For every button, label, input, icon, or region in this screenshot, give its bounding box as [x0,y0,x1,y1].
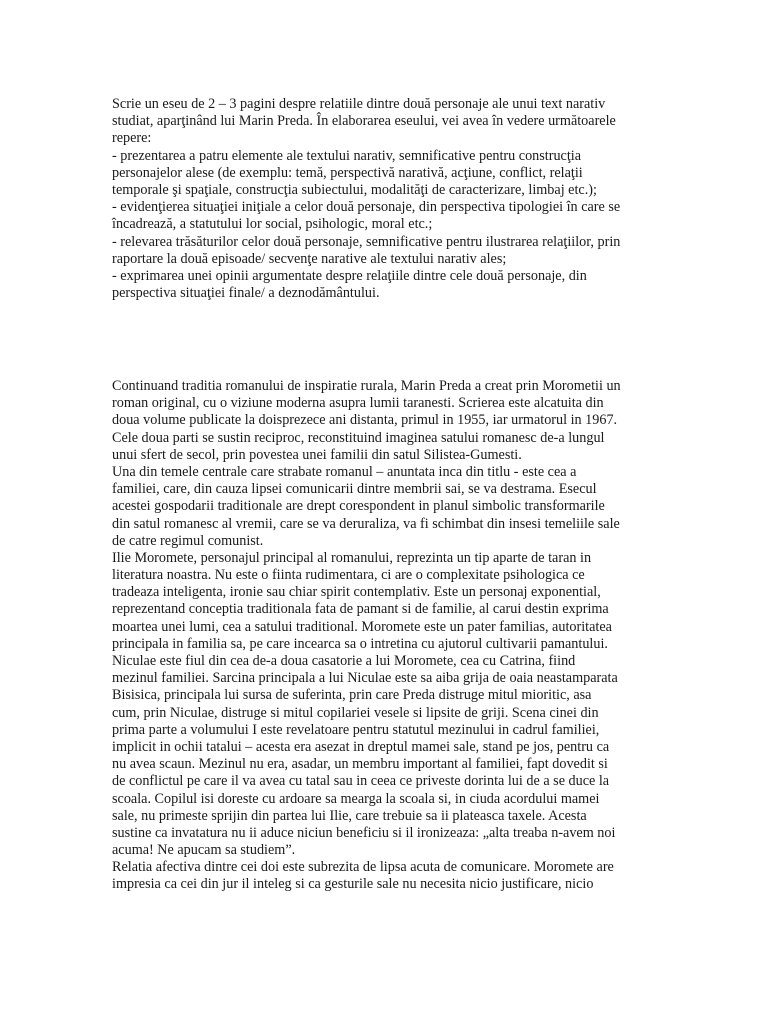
essay-line: moartea unei lumi, cea a satului traditional. Moromete este un pater familias, autoritatea [112,618,612,635]
essay-line: tradeaza inteligenta, ironie sau chiar spirit contemplativ. Este un personaj exponential, [112,584,601,601]
essay-line: sustine ca invatatura nu ii aduce niciun beneficiu si il ironizeaza: „alta treaba n-avem noi [112,824,616,841]
prompt-line: - evidenţierea situaţiei iniţiale a celor două personaje, din perspectiva tipologiei în care se [112,199,621,216]
prompt-line: Scrie un eseu de 2 – 3 pagini despre relatiile dintre două personaje ale unui text narativ [112,96,606,112]
prompt-line: - relevarea trăsăturilor celor două personaje, semnificative pentru ilustrarea relaţiilor, prin [112,233,621,250]
prompt-line: raportare la două episoade/ secvenţe narative ale textului narativ ales; [112,250,507,267]
prompt-line: repere: [112,130,152,147]
essay-line: Ilie Moromete, personajul principal al romanului, reprezinta un tip aparte de taran in [112,549,592,566]
essay-line: prima parte a volumului I este revelatoare pentru statutul mezinului in cadrul familiei, [112,721,600,738]
prompt-line: personajelor alese (de exemplu: temă, perspectivă narativă, acţiune, conflict, relaţii [112,164,583,181]
essay-line: Continuand traditia romanului de inspiratie rurala, Marin Preda a creat prin Morometii un [112,378,621,394]
essay-line: Bisisica, principala lui sursa de suferinta, prin care Preda distruge mitul mioritic, asa [112,687,592,704]
essay-prompt [112,96,672,302]
essay-line: doua volume publicate la doisprezece ani distanta, primul in 1955, iar urmatorul in 1967. [112,412,618,429]
essay-line: mezinul familiei. Sarcina principala a lui Niculae este sa aiba grija de oaia neastamparata [112,670,618,687]
prompt-line: încadrează, a statutului lor social, psihologic, moral etc.; [112,216,433,233]
essay-line: unui sfert de secol, prin povestea unei familii din satul Silistea-Gumesti. [112,446,522,463]
essay-line: nu avea scaun. Mezinul nu era, asadar, un membru important al familiei, fapt dovedit si [112,756,608,773]
essay-line: scoala. Copilul isi doreste cu ardoare sa mearga la scoala si, in ciuda acordului mamei [112,790,600,807]
essay-line: de conflictul pe care il va avea cu tatal sau in ceea ce priveste dorinta lui de a se duce la [112,773,610,790]
essay-line: implicit in ochii tatalui – acesta era asezat in dreptul mamei sale, stand pe jos, pentru ca [112,738,610,755]
prompt-line: - exprimarea unei opinii argumentate despre relaţiile dintre cele două personaje, din [112,267,587,284]
essay-line: Relatia afectiva dintre cei doi este subrezita de lipsa acuta de comunicare. Moromete are [112,859,614,876]
prompt-line: - prezentarea a patru elemente ale textului narativ, semnificative pentru construcţia [112,147,582,164]
essay-body [112,378,672,894]
prompt-line: temporale şi spaţiale, construcţia subiectului, modalităţi de caracterizare, limbaj etc.); [112,181,597,198]
essay-line: din satul romanesc al vremii, care se va deruraliza, va fi schimbat din insesi temeliile sale [112,515,620,532]
essay-line: cum, prin Niculae, distruge si mitul copilariei vesele si lipsite de griji. Scena cinei din [112,704,599,721]
prompt-line: perspectiva situaţiei finale/ a deznodământului. [112,285,380,302]
essay-line: sale, nu primeste sprijin din partea lui Ilie, care trebuie sa ii plateasca taxele. Acesta [112,807,587,824]
essay-line: Niculae este fiul din cea de-a doua casatorie a lui Moromete, cea cu Catrina, fiind [112,653,576,669]
essay-line: de catre regimul comunist. [112,532,264,549]
essay-line: reprezentand conceptia traditionala fata de pamant si de familie, al carui destin exprima [112,601,609,618]
essay-line: literatura noastra. Nu este o fiinta rudimentara, ci are o complexitate psihologica ce [112,567,585,584]
essay-line: familiei, care, din cauza lipsei comunicarii dintre membrii sai, se va destrama. Esecul [112,481,597,498]
essay-line: Cele doua parti se sustin reciproc, reconstituind imaginea satului romanesc de-a lungul [112,429,605,446]
essay-line: acestei gospodarii traditionale are drept corespondent in planul simbolic transformarile [112,498,605,515]
prompt-line: studiat, aparţinând lui Marin Preda. În elaborarea eseului, vei avea în vedere următoarele [112,113,616,130]
essay-line: acuma! Ne apucam sa studiem”. [112,842,296,859]
essay-line: principala in familia sa, pe care incearca sa o intretina cu ajutorul cultivarii pamantului. [112,635,608,652]
essay-line: Una din temele centrale care strabate romanul – anuntata inca din titlu - este cea a [112,463,577,480]
essay-line: roman original, cu o viziune moderna asupra lumii taranesti. Scrierea este alcatuita din [112,395,604,412]
essay-line: impresia ca cei din jur il inteleg si ca gesturile sale nu necesita nicio justificare, nicio [112,876,594,893]
